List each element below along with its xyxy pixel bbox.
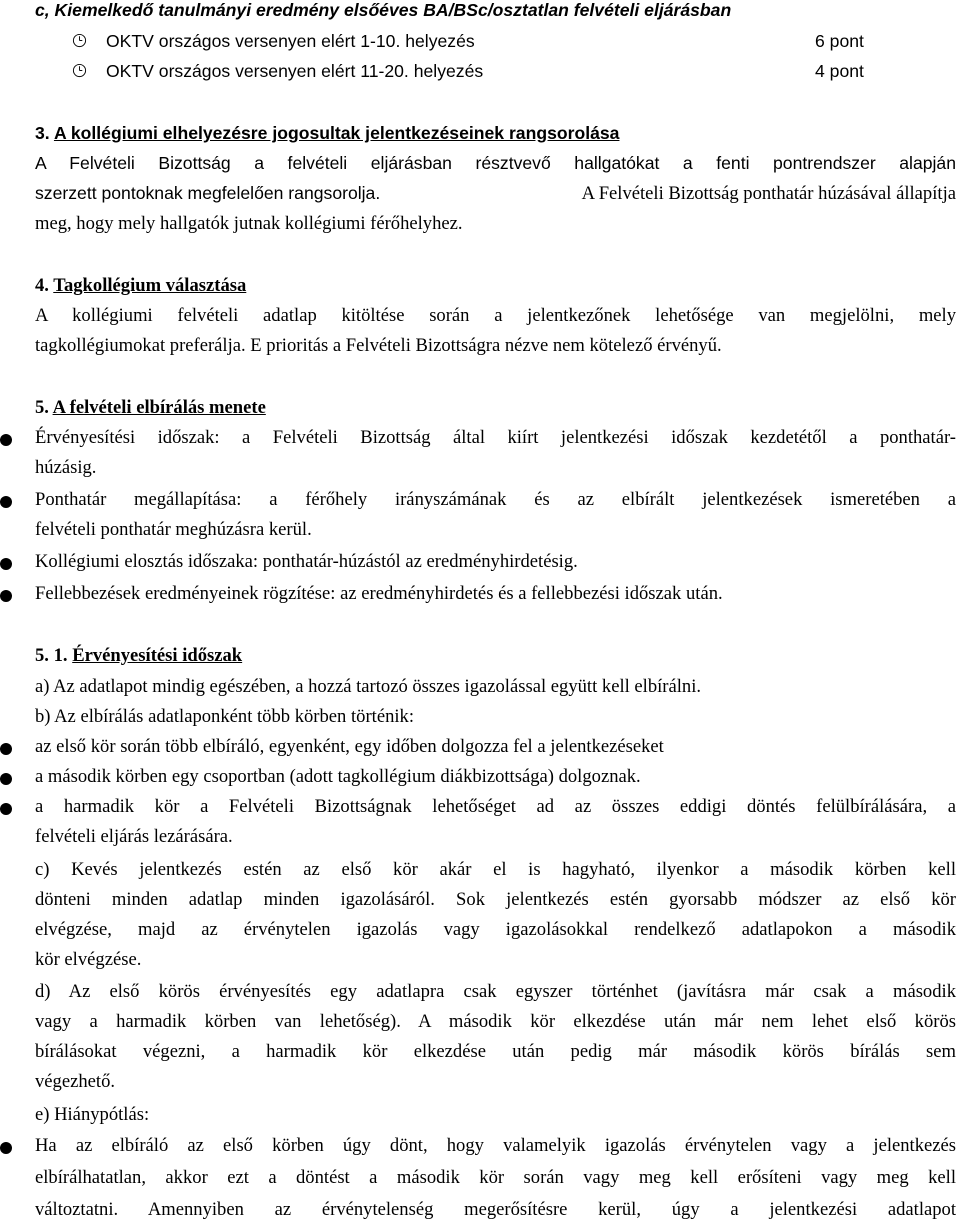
oktv-item-points: 6 pont [815, 31, 864, 51]
bullet-icon [0, 743, 12, 755]
list-item: a második körben egy csoportban (adott tagkollégium diákbizottsága) dolgoznak. [35, 766, 641, 787]
paragraph-line: meg, hogy mely hallgatók jutnak kollégiumi férőhelyhez. [35, 213, 463, 234]
list-item: Kollégiumi elosztás időszaka: ponthatár-húzástól az eredményhirdetésig. [35, 551, 578, 572]
paragraph-line: elvégzése, majd az érvénytelen igazolás vagy igazolásokkal rendelkező adatlapokon a második [35, 919, 956, 940]
list-item: az első kör során több elbíráló, egyenként, egy időben dolgozza fel a jelentkezéseket [35, 736, 664, 757]
section-5-heading [35, 393, 266, 423]
section-5-title: A felvételi elbírálás menete [52, 397, 266, 418]
paragraph-line: bírálásokat végezni, a harmadik kör elkezdése után pedig már második körös bírálás sem [35, 1041, 956, 1062]
clock-icon [72, 63, 87, 78]
section-3-number: 3. [35, 123, 50, 143]
list-item: felvételi ponthatár meghúzásra kerül. [35, 519, 312, 540]
paragraph-line: A kollégiumi felvételi adatlap kitöltése során a jelentkezőnek lehetősége van megjelölni, mely [35, 305, 956, 326]
paragraph-fragment: A Felvételi Bizottság ponthatár húzásával állapítja [581, 183, 956, 204]
list-item: felvételi eljárás lezárására. [35, 826, 233, 847]
list-item: Fellebbezések eredményeinek rögzítése: az eredményhirdetés és a fellebbezési időszak után. [35, 583, 723, 604]
list-item: a harmadik kör a Felvételi Bizottságnak lehetőséget ad az összes eddigi döntés felülbírálására, a [35, 796, 956, 817]
list-item: húzásig. [35, 457, 97, 478]
bullet-icon [0, 773, 12, 785]
section-3-heading [35, 119, 619, 149]
section-5-number: 5. [35, 397, 49, 418]
paragraph-fragment: szerzett pontoknak megfelelően rangsorolja. [35, 183, 381, 203]
paragraph-line: vagy a harmadik körben van lehetőség). A második kör elkezdése után már nem lehet első körös [35, 1011, 956, 1032]
clock-icon [72, 33, 87, 48]
paragraph-line: A Felvételi Bizottság a felvételi eljárásban résztvevő hallgatókat a fenti pontrendszer alapján [35, 153, 956, 173]
section-c-title: c, Kiemelkedő tanulmányi eredmény elsőéves BA/BSc/osztatlan felvételi eljárásban [35, 0, 732, 20]
paragraph-line: b) Az elbírálás adatlaponként több körben történik: [35, 706, 414, 727]
section-4-title: Tagkollégium választása [53, 275, 247, 296]
bullet-icon [0, 1142, 12, 1154]
paragraph-line [35, 179, 956, 209]
oktv-item-label: OKTV országos versenyen elért 11-20. helyezés [106, 61, 484, 81]
bullet-icon [0, 434, 12, 446]
section-4-heading [35, 271, 246, 301]
paragraph-line: e) Hiánypótlás: [35, 1104, 150, 1125]
section-5-1-heading [35, 641, 242, 671]
paragraph-line: d) Az első körös érvényesítés egy adatlapra csak egyszer történhet (javításra már csak a második [35, 981, 956, 1002]
list-item: elbírálhatatlan, akkor ezt a döntést a második kör során vagy meg kell erősíteni vagy meg kell [35, 1167, 956, 1188]
list-item: változtatni. Amennyiben az érvénytelenség megerősítésre kerül, úgy a jelentkezési adatlapot [35, 1199, 956, 1220]
list-item: Ha az elbíráló az első körben úgy dönt, hogy valamelyik igazolás érvénytelen vagy a jelentkezés [35, 1135, 956, 1156]
bullet-icon [0, 803, 12, 815]
oktv-item-label: OKTV országos versenyen elért 1-10. helyezés [106, 31, 475, 51]
oktv-item-points: 4 pont [815, 61, 864, 81]
bullet-icon [0, 590, 12, 602]
paragraph-line: tagkollégiumokat preferálja. E prioritás a Felvételi Bizottságra nézve nem kötelező érvényű. [35, 335, 722, 356]
section-3-title: A kollégiumi elhelyezésre jogosultak jelentkezéseinek rangsorolása [53, 123, 620, 143]
paragraph-line: kör elvégzése. [35, 949, 142, 970]
list-item: Érvényesítési időszak: a Felvételi Bizottság által kiírt jelentkezési időszak kezdetétől a ponthatár- [35, 427, 956, 448]
section-5-1-title: Érvényesítési időszak [72, 645, 243, 666]
list-item: Ponthatár megállapítása: a férőhely irányszámának és az elbírált jelentkezések ismeretében a [35, 489, 956, 510]
paragraph-line: dönteni minden adatlap minden igazolásáról. Sok jelentkezés estén gyorsabb módszer az első kör [35, 889, 956, 910]
paragraph-line: végezhető. [35, 1071, 116, 1092]
paragraph-line: a) Az adatlapot mindig egészében, a hozzá tartozó összes igazolással együtt kell elbírálni. [35, 676, 702, 697]
paragraph-line: c) Kevés jelentkezés estén az első kör akár el is hagyható, ilyenkor a második körben kell [35, 859, 956, 880]
section-4-number: 4. [35, 275, 49, 296]
bullet-icon [0, 496, 12, 508]
section-5-1-number: 5. 1. [35, 645, 68, 666]
bullet-icon [0, 558, 12, 570]
